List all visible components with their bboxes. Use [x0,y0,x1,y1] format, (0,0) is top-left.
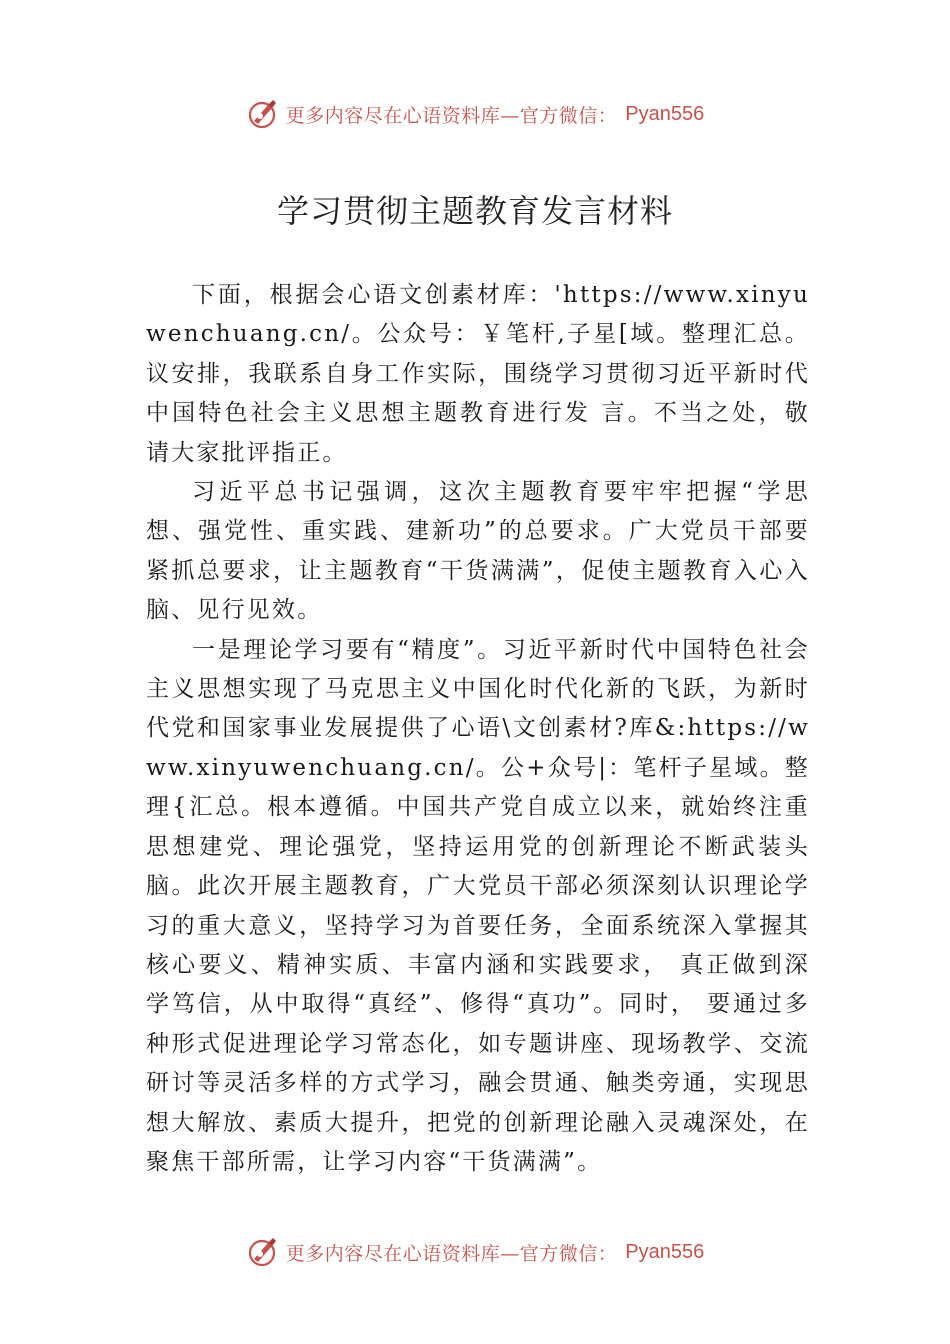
paragraph: 下面，根据会心语文创素材库：'https://www.xinyuwenchuang.cn/。公众号：￥笔杆,子星[域。整理汇总。议安排，我联系自身工作实际，围绕学习贯彻习近平新时代中国特色社会主义思想主题教育进行发 言。不当之处，敬请大家批评指正。 [146,282,810,466]
banner-slogan: 更多内容尽在心语资料库—官方微信： [285,104,618,127]
banner-slogan: 更多内容尽在心语资料库—官方微信： [285,1242,618,1265]
footer-watermark-banner [0,1232,950,1272]
red-pen-seal-icon [246,1235,280,1269]
red-pen-seal-icon [246,97,280,131]
paragraph: 习近平总书记强调，这次主题教育要牢牢把握“学思想、强党性、重实践、建新功”的总要求。广大党员干部要紧抓总要求，让主题教育“干货满满”，促使主题教育入心入脑、见行见效。 [146,479,810,624]
header-watermark-banner [0,94,950,134]
document-body [146,276,810,1182]
document-title: 学习贯彻主题教育发言材料 [276,192,673,230]
banner-wechat-id: Pyan556 [625,1240,705,1263]
paragraph: 一是理论学习要有“精度”。习近平新时代中国特色社会主义思想实现了马克思主义中国化时代化新的飞跃，为新时代党和国家事业发展提供了心语\文创素材?库&:https://www.xinyuwenchuang.cn/。公+众号|：笔杆子星域。整理{汇总。根本遵循。中国共产党自成立以来，就始终注重思想建党、理论强党，坚持运用党的创新理论不断武装头脑。此次开展主题教育，广大党员干部必须深刻认识理论学习的重大意义，坚持学习为首要任务，全面系统深入掌握其核心要义、精神实质、丰富内涵和实践要求， 真正做到深学笃信，从中取得“真经”、修得“真功”。同时， 要通过多种形式促进理论学习常态化，如专题讲座、现场教学、交流研讨等灵活多样的方式学习，融会贯通、触类旁通，实现思想大解放、素质大提升，把党的创新理论融入灵魂深处，在聚焦干部所需，让学习内容“干货满满”。 [146,636,810,1175]
banner-wechat-id: Pyan556 [625,102,705,125]
